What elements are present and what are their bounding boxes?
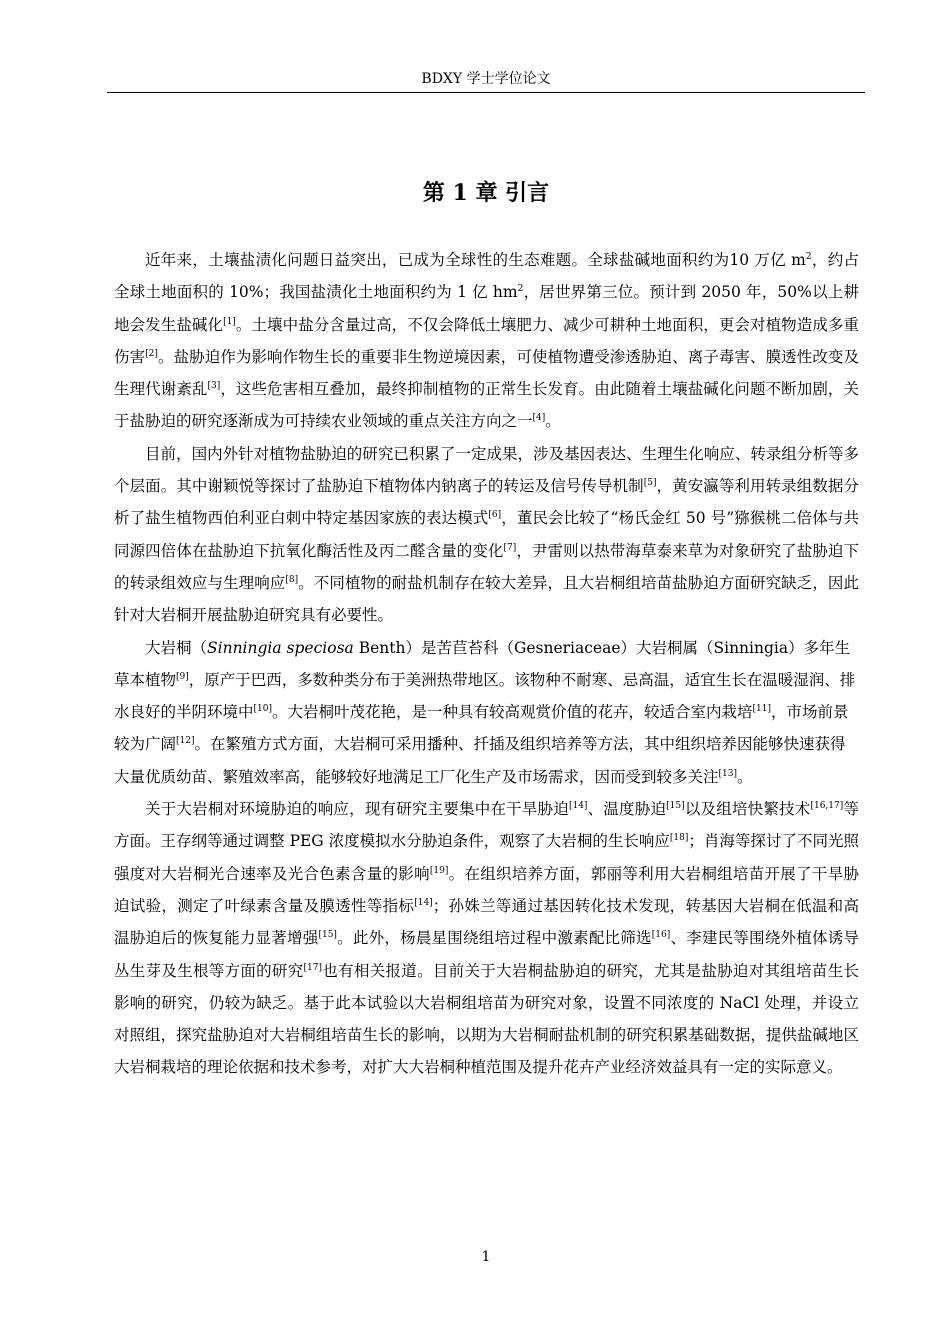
citation-ref: [5] [643, 477, 657, 488]
text-run: 。大岩桐叶茂花艳，是一种具有较高观赏价值的花卉，较适合室内栽培 [272, 703, 753, 722]
text-run: 。土壤中盐分含量过高，不仅会降低土壤肥力、减少可耕种土地面积，更会对植物造成多重伤害 [114, 315, 859, 366]
citation-ref: 2 [805, 251, 812, 262]
chapter-title: 第 1 章 引言 [422, 180, 550, 206]
text-run: 。在组织培养方面，郭丽等利用大岩桐组培苗开展了干旱胁迫试验，测定了叶绿素含量及膜透性等指标 [114, 864, 859, 915]
page-number: 1 [481, 1249, 491, 1265]
text-run: ，原产于巴西，多数种类分布于美洲热带地区。该物种不耐寒、忌高温，适宜生长在温暖湿润、排水良好的半阴环境中 [114, 670, 856, 722]
text-run: ，黄安瀛等利用转录组数据分析了盐生植物西伯利亚白刺中特定基因家族的表达模式 [114, 477, 859, 528]
text-run: 目前，国内外针对植物盐胁迫的研究已积累了一定成果，涉及基因表达、生理生化响应、转录组分析等多个层面。其中谢颖悦等探讨了盐胁迫下植物体内钠离子的转运及信号传导机制 [114, 444, 859, 496]
citation-ref: [14] [414, 897, 433, 908]
citation-ref: [19] [429, 865, 449, 876]
text-run: 。 [737, 767, 753, 786]
text-run: 、李建民等围绕外植体诱导丛生芽及生根等方面的研究 [114, 929, 859, 980]
text-run: 等方面。王存纲等通过调整 PEG 浓度模拟水分胁迫条件，观察了大岩桐的生长响应 [114, 800, 859, 851]
text-run: 。此外，杨晨星围绕组培过程中激素配比筛选 [336, 929, 652, 948]
header-rule [107, 92, 865, 93]
paragraph-1 [114, 244, 859, 438]
citation-ref: [15] [318, 930, 337, 941]
text-run: 。在繁殖方式方面，大岩桐可采用播种、扦插及组织培养等方法，其中组织培养因能够快速获得大量优质幼苗、繁殖效率高，能够较好地满足工厂化生产及市场需求，因而受到较多关注 [114, 735, 846, 786]
text-run: Benth）是苦苣苔科（Gesneriaceae）大岩桐属（Sinningia）多年生草本植物 [114, 638, 851, 689]
text-run: ，居世界第三位。预计到 2050 年，50%以上耕地会发生盐碱化 [114, 283, 859, 334]
citation-ref: [4] [532, 413, 546, 424]
text-run: ，董民会比较了“杨氏金红 50 号”猕猴桃二倍体与共同源四倍体在盐胁迫下抗氧化酶活性及丙二醛含量的变化 [114, 509, 859, 560]
text-run: ；肖海等探讨了不同光照强度对大岩桐光合速率及光合色素含量的影响 [114, 832, 859, 883]
text-run: 、温度胁迫 [587, 800, 667, 819]
citation-ref: [18] [669, 833, 689, 844]
citation-ref: [7] [503, 542, 517, 553]
text-run: ，这些危害相互叠加，最终抑制植物的正常生长发育。由此随着土壤盐碱化问题不断加剧，关于盐胁迫的研究逐渐成为可持续农业领域的重点关注方向之一 [114, 380, 859, 431]
citation-ref: [9] [176, 671, 189, 682]
citation-ref: [16] [651, 930, 671, 941]
text-run: ，市场前景较为广阔 [114, 703, 849, 754]
citation-ref: [8] [285, 574, 299, 585]
citation-ref: [10] [253, 704, 272, 714]
text-run: 。不同植物的耐盐机制存在较大差异，且大岩桐组培苗盐胁迫方面研究缺乏，因此针对大岩桐开展盐胁迫研究具有必要性。 [114, 573, 859, 625]
text-run: ；孙姝兰等通过基因转化技术发现，转基因大岩桐在低温和高温胁迫后的恢复能力显著增强 [114, 896, 859, 948]
citation-ref: [13] [718, 768, 737, 779]
text-run: 近年来，土壤盐渍化问题日益突出，已成为全球性的生态难题。全球盐碱地面积约为10 万亿 m [145, 251, 806, 269]
body-text [114, 244, 859, 1084]
species-name: Sinningia speciosa [207, 638, 354, 657]
paragraph-2 [114, 438, 859, 632]
citation-ref: 2 [517, 284, 524, 295]
citation-ref: [6] [488, 510, 502, 521]
citation-ref: [11] [752, 704, 771, 714]
text-run: 也有相关报道。目前关于大岩桐盐胁迫的研究，尤其是盐胁迫对其组培苗生长影响的研究，仍较为缺乏。基于此本试验以大岩桐组培苗为研究对象，设置不同浓度的 NaCl 处理，并设立对照组，探究盐胁迫对大岩桐组培苗生长的影响，以期为大岩桐耐盐机制的研究积累基础数据，提供盐碱地区大岩桐栽培的理论依据和技术参考，对扩大大岩桐种植范围及提升花卉产业经济效益具有一定的实际意义。 [114, 961, 859, 1077]
paragraph-4 [114, 793, 859, 1084]
paragraph-3 [114, 632, 859, 793]
citation-ref: [2] [145, 348, 158, 359]
text-run: 。 [545, 412, 561, 431]
citation-ref: [1] [223, 316, 236, 327]
text-run: 关于大岩桐对环境胁迫的响应，现有研究主要集中在干旱胁迫 [145, 800, 569, 819]
text-run: 大岩桐（ [145, 638, 208, 657]
text-run: ，尹雷则以热带海草泰来草为对象研究了盐胁迫下的转录组效应与生理响应 [114, 541, 859, 592]
citation-ref: [12] [176, 736, 195, 747]
text-run: 以及组培快繁技术 [684, 800, 811, 819]
citation-ref: [16,17] [810, 800, 844, 811]
citation-ref: [14] [568, 800, 588, 811]
text-run: ，约占全球土地面积的 10%；我国盐渍化土地面积约为 1 亿 hm [114, 251, 859, 302]
citation-ref: [15] [666, 800, 685, 811]
text-run: 。盐胁迫作为影响作物生长的重要非生物逆境因素，可使植物遭受渗透胁迫、离子毒害、膜透性改变及生理代谢紊乱 [114, 347, 859, 399]
citation-ref: [3] [207, 381, 221, 392]
citation-ref: [17] [303, 962, 323, 973]
running-header: BDXY 学士学位论文 [421, 71, 551, 87]
